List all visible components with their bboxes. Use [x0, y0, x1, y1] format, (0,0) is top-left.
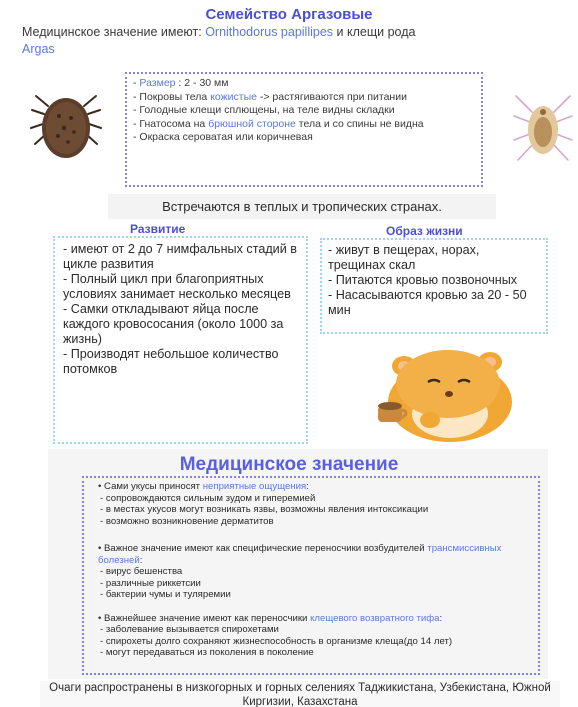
medical-bullet-typhus: • Важнейшее значение имеют как переносчики клещевого возвратного тифа: [98, 612, 443, 624]
development-item: - имеют от 2 до 7 нимфальных стадий в цикле развития [63, 242, 297, 271]
medical-title: Медицинское значение [179, 454, 399, 475]
properties-box [125, 72, 483, 187]
intro-genus: Argas [22, 42, 55, 56]
lifestyle-item: - Питаются кровью позвоночных [328, 273, 518, 287]
property-covering [133, 91, 475, 104]
hamster-sticker-image [368, 336, 528, 446]
property-suffix: -> растягиваются при питании [256, 90, 407, 103]
intro-species: Ornithodorus papillipes [205, 25, 334, 39]
lifestyle-item: - Насасываются кровью за 20 - 50 мин [328, 288, 527, 317]
property-prefix: - Голодные клещи сплющены, на теле видны складки [133, 104, 395, 116]
lifestyle-box [320, 238, 548, 334]
tick-ventral-image [512, 90, 574, 170]
intro-prefix: Медицинское значение имеют: [22, 25, 206, 39]
lifestyle-heading: Образ жизни [386, 224, 463, 238]
medical-item: - могут передаваться из поколения в поколение [100, 647, 314, 658]
habitat-note: Встречаются в теплых и тропических странах. [108, 194, 496, 219]
medical-text: Важнейшее значение имеют как переносчики [104, 612, 311, 624]
medical-item: - возможно возникновение дерматитов [100, 515, 274, 527]
medical-bullet-bites: • Сами укусы приносят неприятные ощущения: [98, 481, 309, 492]
medical-item: - заболевание вызывается спирохетами [100, 624, 279, 635]
medical-item: - вирус бешенства [100, 566, 183, 577]
development-item: - Самки откладывают яйца после каждого кровососания (около 1000 за жизнь) [63, 302, 284, 346]
medical-highlight: трансмиссивных болезней [98, 543, 502, 566]
medical-text: Сами укусы приносят [104, 481, 203, 492]
medical-item: - бактерии чумы и туляремии [100, 589, 231, 600]
property-suffix: тела и со спины не видна [295, 117, 424, 130]
property-highlight: брюшной стороне [208, 117, 296, 130]
medical-text: : [306, 481, 309, 492]
property-prefix: - [133, 77, 140, 89]
medical-highlight: клещевого возвратного тифа [310, 612, 440, 624]
development-item: - Производят небольшое количество потомков [63, 347, 279, 376]
property-prefix: - Окраска сероватая или коричневая [133, 131, 313, 143]
property-prefix: - Покровы тела [133, 90, 211, 103]
development-box [53, 236, 308, 444]
intro-text [22, 24, 567, 58]
tick-dorsal-image [26, 88, 106, 164]
medical-box [82, 476, 540, 675]
property-prefix: - Гнатосома на [133, 117, 209, 130]
property-hungry [133, 104, 475, 117]
medical-bullet-vectors: • Важное значение имеют как специфические переносчики возбудителей трансмиссивных болезней: [98, 543, 502, 566]
footer-distribution: Очаги распространены в низкогорных и горных селениях Таджикистана, Узбекистана, Южной Киргизии, Казахстана [40, 681, 560, 707]
medical-item: - в местах укусов могут возникать язвы, возможны явления интоксикации [100, 504, 429, 515]
property-gnathosoma [133, 118, 475, 131]
property-color [133, 131, 475, 144]
development-item: - Полный цикл при благоприятных условиях занимает несколько месяцев [63, 272, 291, 301]
medical-text: : [439, 612, 443, 624]
development-heading: Развитие [130, 222, 186, 236]
medical-text: Важное значение имеют как специфические переносчики возбудителей [104, 543, 428, 554]
lifestyle-item: - живут в пещерах, норах, трещинах скал [328, 243, 480, 272]
property-size [133, 77, 475, 90]
medical-highlight: неприятные ощущения [202, 481, 307, 492]
medical-text: : [139, 554, 143, 566]
medical-item: - различные риккетсии [100, 577, 201, 589]
property-suffix: : 2 - 30 мм [175, 77, 229, 89]
intro-mid: и клещи рода [333, 25, 416, 39]
property-highlight: Размер [139, 77, 176, 89]
property-highlight: кожистые [210, 90, 257, 103]
medical-item: - сопровождаются сильным зудом и гиперемией [100, 492, 316, 504]
page-title: Семейство Аргазовые [205, 6, 373, 23]
medical-item: - спирохеты долго сохраняют жизнеспособность в организме клеща(до 14 лет) [100, 635, 453, 647]
